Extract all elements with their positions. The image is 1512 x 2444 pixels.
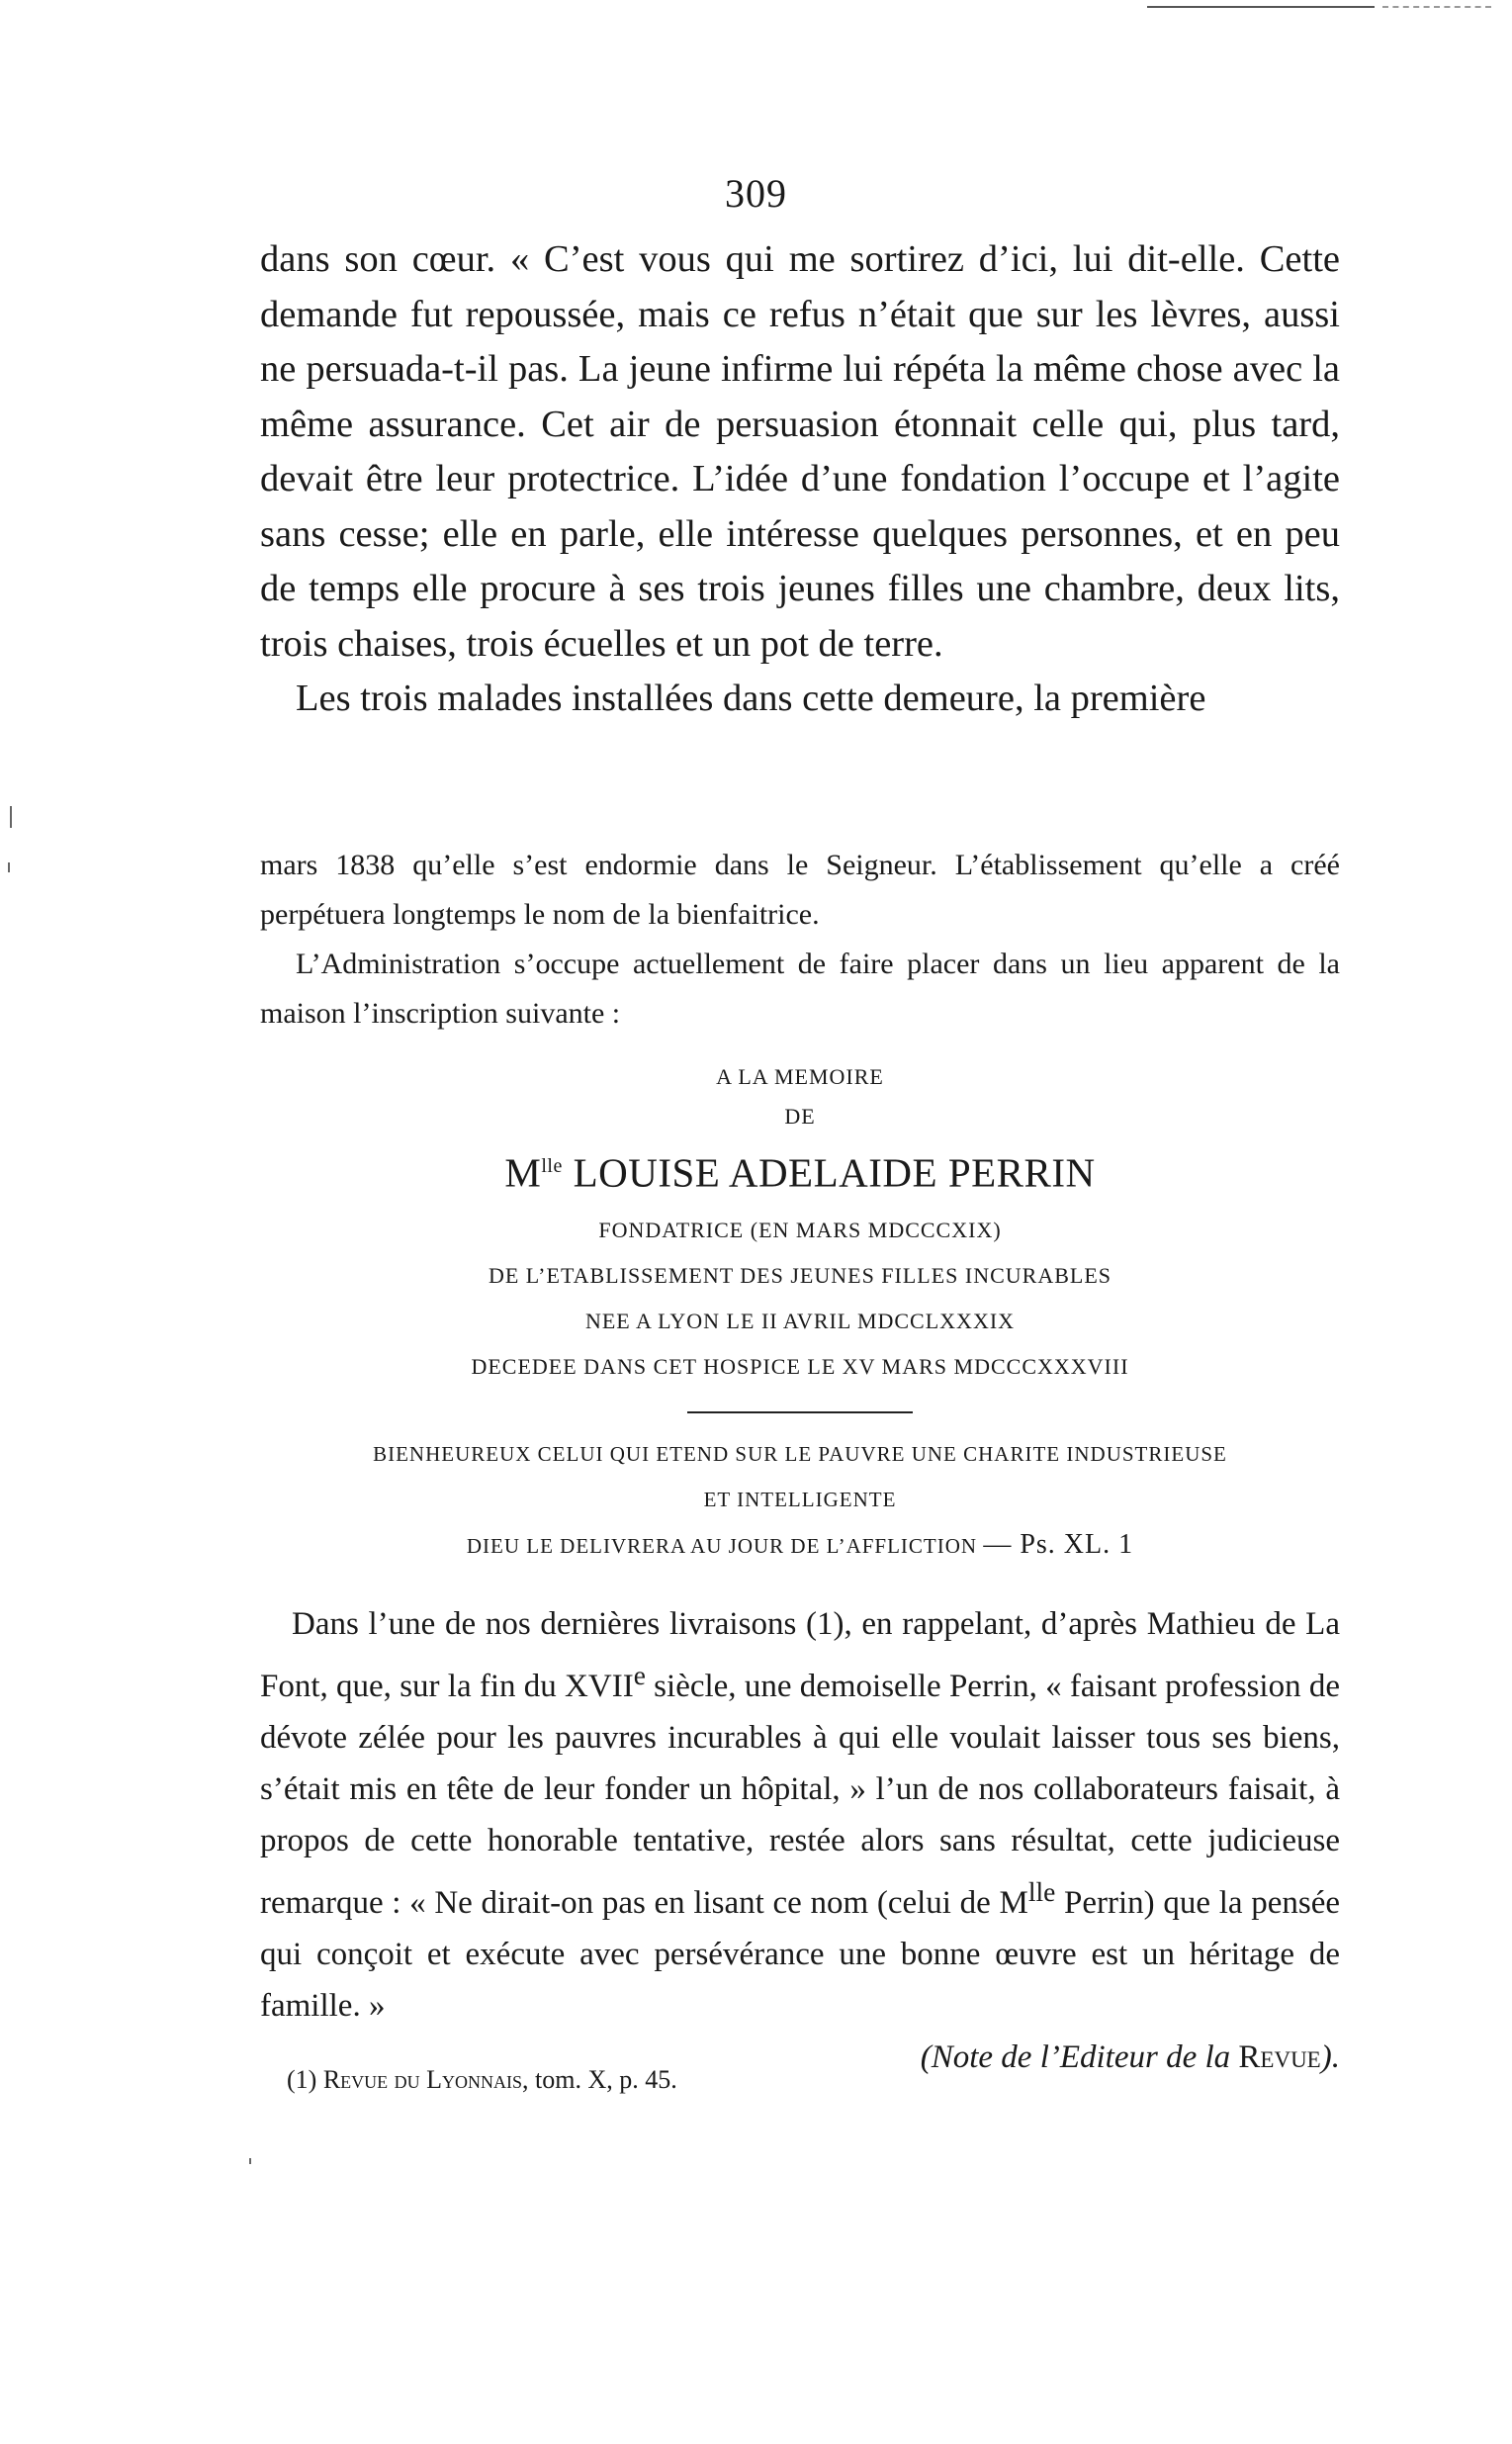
inscription-name-sup: lle <box>541 1155 563 1177</box>
note-sup-1: e <box>633 1660 646 1690</box>
note-signature-italic: (Note de l’Editeur de la <box>920 2039 1239 2075</box>
note-signature-revue: Revue <box>1238 2039 1321 2075</box>
inscription-line-deces: DECEDEE DANS CET HOSPICE LE XV MARS MDCCCXXXVIII <box>471 1353 1129 1379</box>
footnote-rest: , tom. X, p. 45. <box>522 2065 677 2094</box>
footnote <box>287 2060 880 2100</box>
main-paragraph-2: Les trois malades installées dans cette demeure, la première <box>296 678 1206 719</box>
inscription-verse-1: BIENHEUREUX CELUI QUI ETEND SUR LE PAUVRE UNE CHARITE INDUSTRIEUSE <box>373 1441 1227 1466</box>
margin-speck <box>10 806 12 828</box>
inscription-line-memoire: A LA MEMOIRE <box>716 1064 884 1089</box>
inscription-verse-3 <box>260 1522 1340 1569</box>
inscription-line-fondatrice: FONDATRICE (EN MARS MDCCCXIX) <box>598 1217 1002 1242</box>
inscription-name <box>260 1131 1340 1208</box>
top-rule-dashed <box>1382 6 1491 8</box>
note-signature-end: ). <box>1320 2039 1340 2075</box>
note-text-3: Perrin) que la pensée qui conçoit et exécute avec persévérance une bonne œuvre est un héritage de famille. » <box>260 1885 1340 2024</box>
margin-speck <box>249 2158 251 2164</box>
inscription-line-naissance: NEE A LYON LE II AVRIL MDCCLXXXIX <box>584 1308 1016 1333</box>
note-text-1: Dans l’une de nos dernières livraisons (1), en rappelant, d’après Mathieu de La Font, que, sur la fin du XVII <box>260 1606 1340 1704</box>
inscription-name-prefix: M <box>504 1149 542 1196</box>
page-number: 309 <box>725 171 787 216</box>
note-paragraph <box>260 1598 1340 2032</box>
inscription-verse-2: ET INTELLIGENTE <box>703 1487 897 1511</box>
inscription-verse-ref: — Ps. XL. 1 <box>983 1528 1134 1560</box>
footnote-marker: (1) <box>287 2065 323 2094</box>
main-text-block <box>260 232 1340 727</box>
inscription-verse-3-text: DIEU LE DELIVRERA AU JOUR DE L’AFFLICTION <box>466 1533 978 1558</box>
small-paragraph-2: L’Administration s’occupe actuellement de faire placer dans un lieu apparent de la maison l’inscription suivante : <box>260 948 1340 1030</box>
footnote-revue: Revue du Lyonnais <box>322 2065 523 2094</box>
editor-note <box>260 1598 1340 2083</box>
note-text-2: siècle, une demoiselle Perrin, « faisant profession de dévote zélée pour les pauvres incurables à qui elle voulait laisser tous ses biens, s’était mis en tête de leur fonder un hôpital, » l’un de nos collaborateurs faisait, à propos de cette honorable tentative, restée alors sans résultat, cette judicieuse remarque : « Ne dirait-on pas en lisant ce nom (celui de M <box>260 1669 1340 1921</box>
main-paragraph-1: dans son cœur. « C’est vous qui me sortirez d’ici, lui dit-elle. Cette demande fut repoussée, mais ce refus n’était que sur les lèvres, aussi ne persuada-t-il pas. La jeune infirme lui répéta la même chose avec la même assurance. Cet air de persuasion étonnait celle qui, plus tard, devait être leur protectrice. L’idée d’une fondation l’occupe et l’agite sans cesse; elle en parle, elle intéresse quelques personnes, et en peu de temps elle procure à ses trois jeunes filles une chambre, deux lits, trois chaises, trois écuelles et un pot de terre. <box>260 238 1340 665</box>
note-sup-2: lle <box>1027 1876 1056 1907</box>
inscription-divider <box>687 1411 913 1413</box>
inscription-block <box>260 1054 1340 1569</box>
small-paragraph-1: mars 1838 qu’elle s’est endormie dans le Seigneur. L’établissement qu’elle a créé perpétuera longtemps le nom de la bienfaitrice. <box>260 849 1340 931</box>
inscription-name-text: LOUISE ADELAIDE PERRIN <box>573 1149 1096 1196</box>
small-text-block <box>260 841 1340 1039</box>
inscription-line-de: DE <box>784 1104 816 1129</box>
top-rule <box>1147 6 1375 8</box>
inscription-line-etablissement: DE L’ETABLISSEMENT DES JEUNES FILLES INCURABLES <box>488 1262 1112 1288</box>
margin-speck <box>8 862 10 872</box>
